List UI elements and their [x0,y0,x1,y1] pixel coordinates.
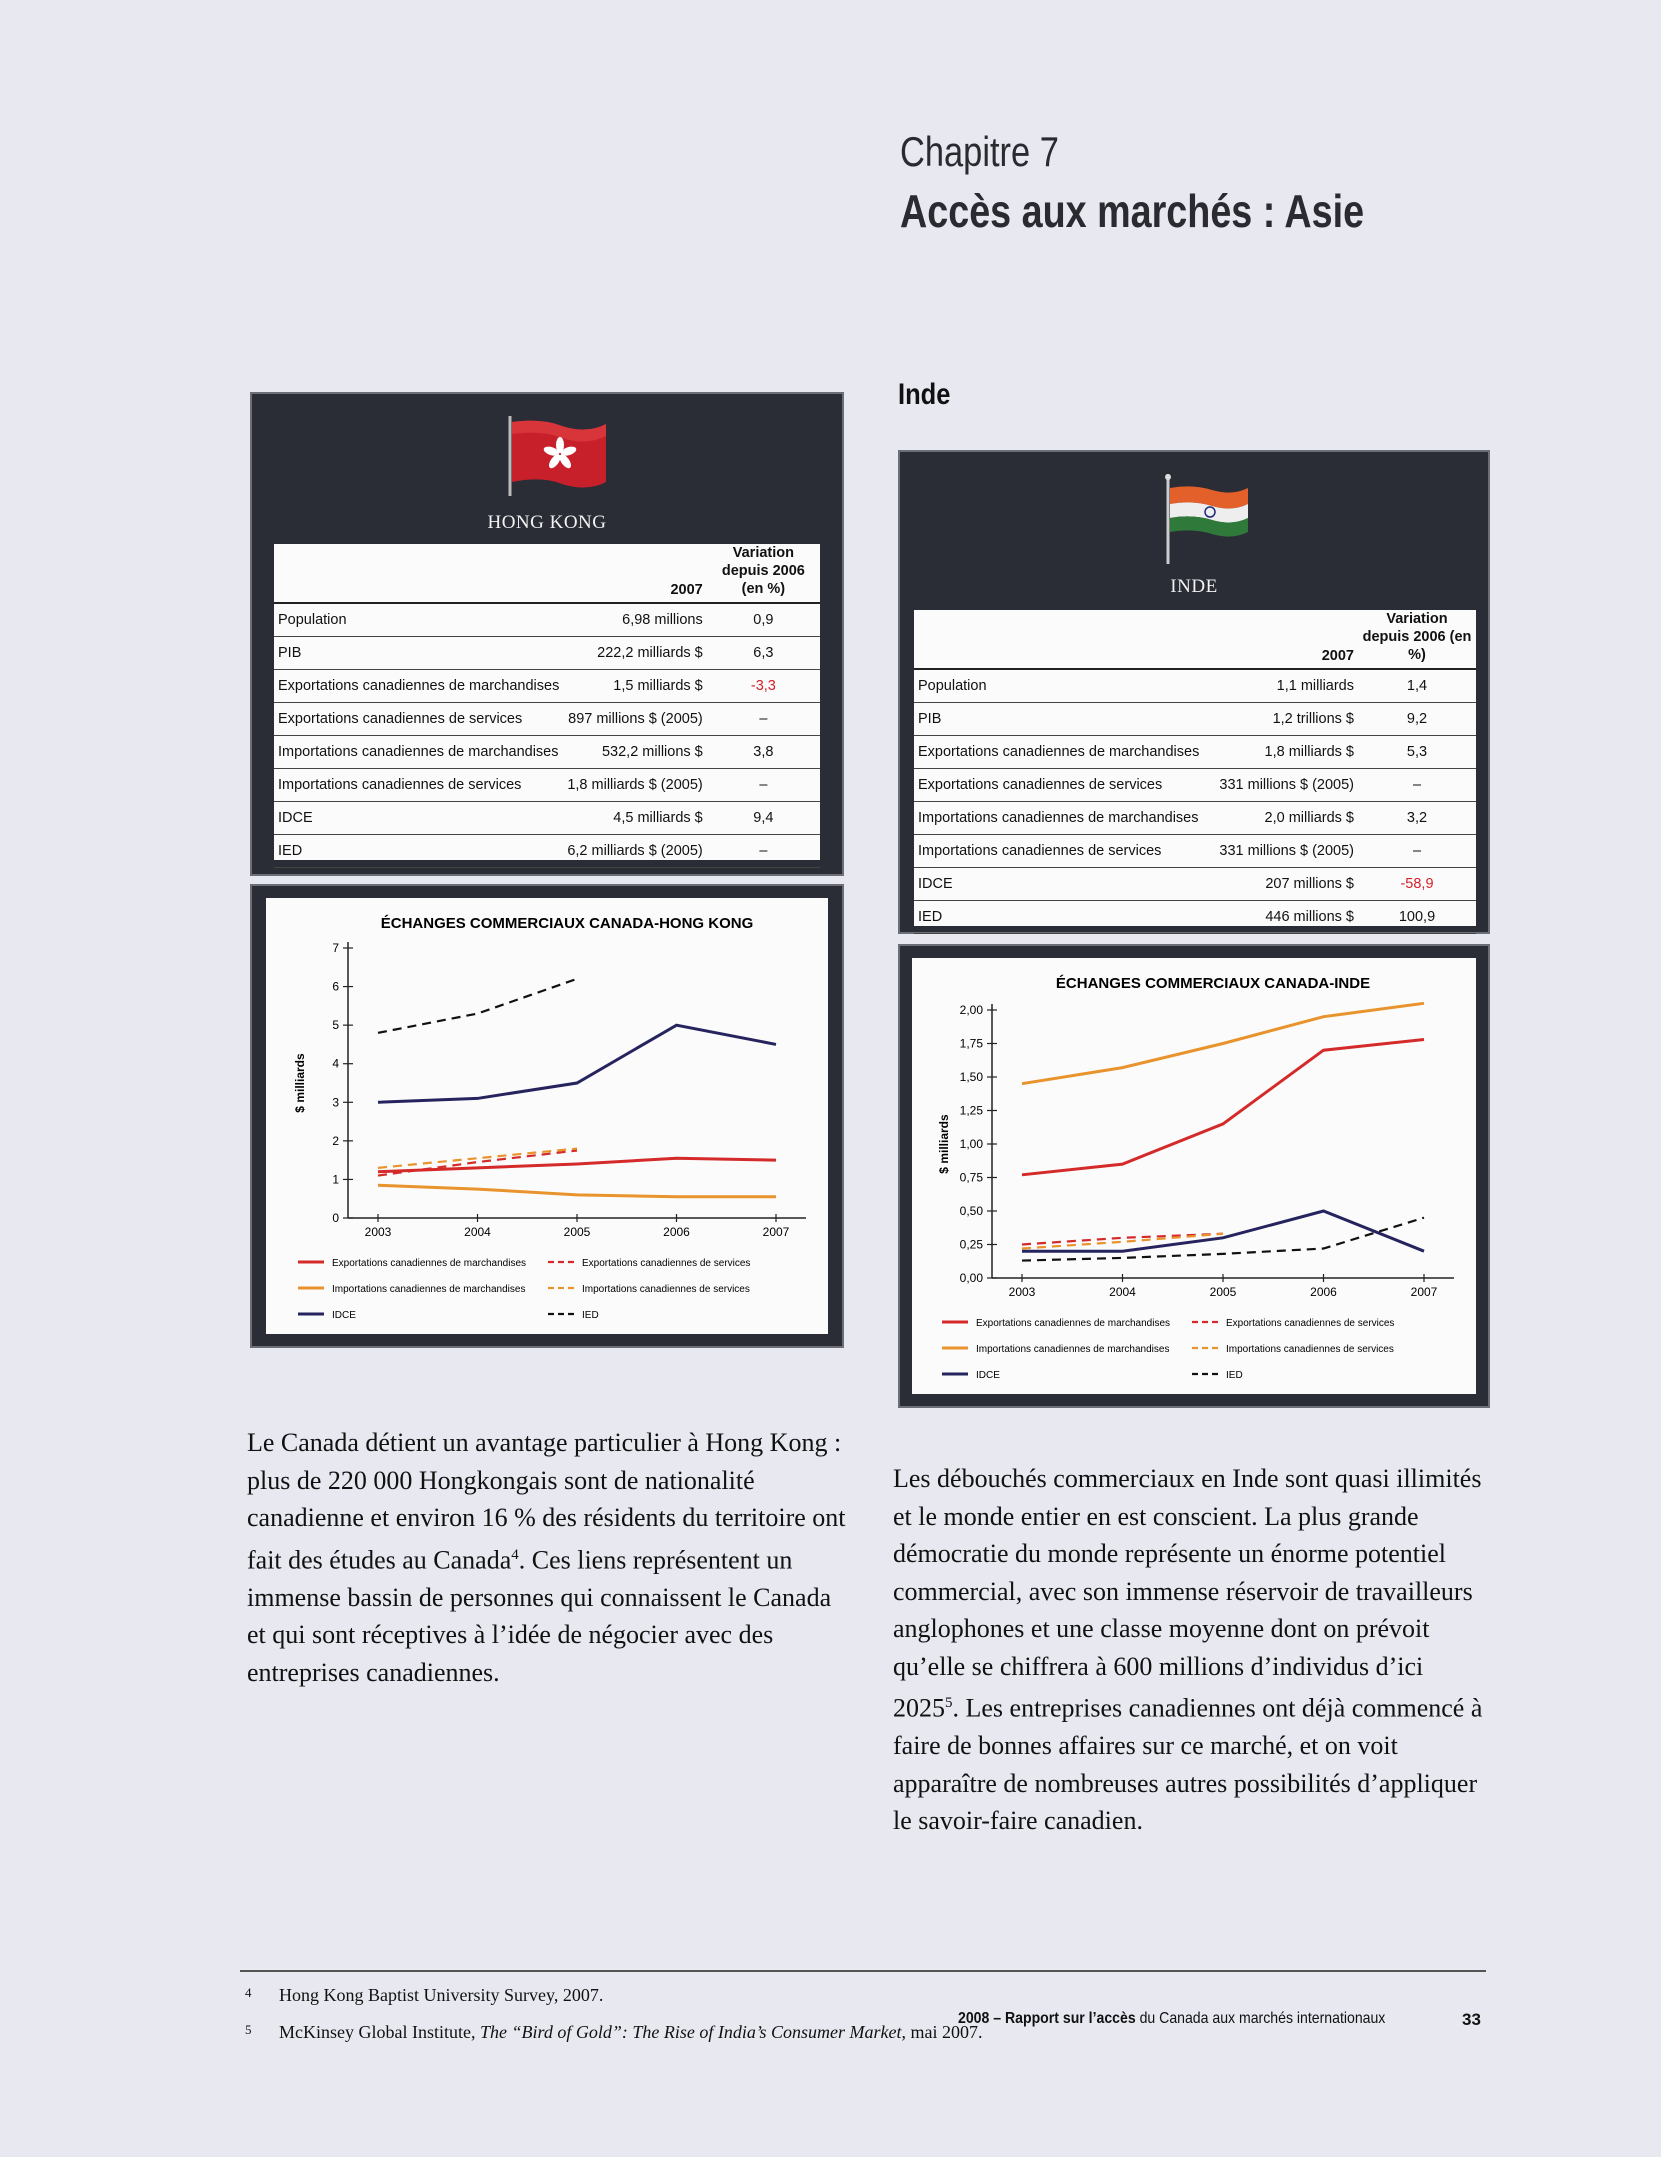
hk-paragraph-text: Le Canada détient un avantage particulier à Hong Kong : plus de 220 000 Hongkongais sont de nationalité canadienne et environ 16 % des résidents du territoire ont fait des études au Canada [247,1428,846,1575]
stat-value: 1,2 trillions $ [1211,703,1358,736]
stat-value: 207 millions $ [1211,868,1358,901]
hk-paragraph-text-end: . Ces liens représentent un immense bassin de personnes qui connaissent le Canada et qui sont réceptives à l’idée de négocier avec des entreprises canadiennes. [247,1545,832,1687]
stats-row [274,670,820,703]
x-tick-label: 2007 [762,1225,790,1239]
stat-value: 6,2 milliards $ (2005) [563,835,706,868]
stat-value: 1,5 milliards $ [563,670,706,703]
y-tick-label: 1,50 [959,1070,983,1084]
stats-row [914,868,1476,901]
stats-row [274,835,820,868]
stat-variation: 100,9 [1358,901,1476,934]
stat-variation: 1,4 [1358,669,1476,703]
x-tick-label: 2004 [1109,1285,1136,1299]
stat-value: 222,2 milliards $ [563,637,706,670]
stat-label: Exportations canadiennes de services [274,703,563,736]
footnote-4 [245,1985,603,2006]
stat-variation: 3,2 [1358,802,1476,835]
chart-title: ÉCHANGES COMMERCIAUX CANADA-HONG KONG [380,915,754,932]
stat-value: 1,8 milliards $ [1211,736,1358,769]
stats-row [914,703,1476,736]
india-paragraph-text: Les débouchés commerciaux en Inde sont quasi illimités et le monde entier en est conscient. La plus grande démocratie du monde représente un énorme potentiel commercial, avec son immense réservoir de travailleurs anglophones et une classe moyenne dont on prévoit qu’elle se chiffrera à 600 millions d’individus d’ici 2025 [893,1464,1482,1723]
series-line-4 [378,1025,776,1102]
x-tick-label: 2006 [1310,1285,1337,1299]
page-number: 33 [1462,2010,1481,2029]
india-stats-table [914,610,1476,926]
stat-label: IDCE [914,868,1211,901]
stats-row [274,603,820,637]
stat-value: 1,8 milliards $ (2005) [563,769,706,802]
stat-variation: 9,4 [707,802,820,835]
x-tick-label: 2004 [464,1225,491,1239]
y-tick-label: 1 [332,1172,339,1187]
y-tick-label: 1,75 [959,1036,983,1051]
series-line-2 [1022,1003,1424,1083]
stat-value: 2,0 milliards $ [1211,802,1358,835]
stat-variation: -58,9 [1358,868,1476,901]
x-tick-label: 2007 [1410,1285,1438,1299]
stat-value: 1,1 milliards [1211,669,1358,703]
stat-label: Importations canadiennes de marchandises [914,802,1211,835]
stats-row [274,802,820,835]
stat-value: 446 millions $ [1211,901,1358,934]
y-tick-label: 1,25 [959,1103,983,1118]
footnote-divider [240,1970,1486,1972]
hong-kong-flag-icon [502,416,612,501]
india-trade-chart [912,958,1476,1394]
hong-kong-stats-table [274,544,820,860]
india-paragraph [893,1460,1483,1840]
chapter-title: Accès aux marchés : Asie [900,185,1365,237]
footer-bold: 2008 – Rapport sur l’accès [958,2010,1136,2027]
stat-variation: – [707,769,820,802]
legend-label: Exportations canadiennes de services [1226,1318,1395,1329]
series-line-0 [378,1158,776,1172]
series-line-0 [1022,1039,1424,1174]
y-tick-label: 2,00 [959,1003,983,1017]
legend-label: Exportations canadiennes de marchandises [976,1318,1171,1329]
hong-kong-trade-chart [266,898,828,1334]
legend-label: IED [582,1310,599,1321]
hong-kong-stats-panel [250,392,844,876]
stats-row [914,901,1476,934]
hong-kong-paragraph [247,1424,847,1691]
series-line-1 [378,1151,577,1176]
india-col-year: 2007 [1211,610,1358,669]
stat-label: IED [914,901,1211,934]
stat-variation: -3,3 [707,670,820,703]
hk-col-year: 2007 [563,544,706,603]
stat-variation: 9,2 [1358,703,1476,736]
india-stats-panel [898,450,1490,934]
footnote-title: The “Bird of Gold”: The Rise of India’s Consumer Market [479,2022,902,2042]
hk-footnote-ref: 4 [511,1546,519,1563]
footnote-number: 4 [245,1985,252,2000]
y-axis-label: $ milliards [937,1114,951,1174]
footnote-text-end: , mai 2007. [901,2022,983,2042]
stat-value: 897 millions $ (2005) [563,703,706,736]
india-section-title: Inde [898,378,951,411]
footnote-5 [245,2022,982,2043]
stat-variation: 3,8 [707,736,820,769]
stat-value: 4,5 milliards $ [563,802,706,835]
y-axis-label: $ milliards [293,1053,307,1113]
y-tick-label: 0,75 [959,1170,983,1185]
x-tick-label: 2006 [663,1225,690,1239]
stat-variation: 0,9 [707,603,820,637]
series-line-2 [378,1185,776,1197]
stats-row [914,835,1476,868]
page-footer [958,2010,1385,2028]
legend-label: IED [1226,1370,1243,1381]
legend-label: IDCE [976,1370,1000,1381]
x-tick-label: 2005 [1209,1285,1237,1299]
stats-row [914,769,1476,802]
y-tick-label: 2 [332,1133,339,1148]
hong-kong-chart-panel [250,884,844,1348]
y-tick-label: 0,50 [959,1204,983,1218]
y-tick-label: 4 [332,1056,339,1071]
legend-label: Exportations canadiennes de marchandises [332,1258,527,1269]
footnote-text: McKinsey Global Institute, [279,2022,480,2042]
india-name: INDE [1170,576,1218,597]
legend-label: Exportations canadiennes de services [582,1258,751,1269]
stat-label: IED [274,835,563,868]
footnote-text: Hong Kong Baptist University Survey, 2007. [279,1985,604,2005]
hong-kong-name: HONG KONG [487,512,607,533]
y-tick-label: 6 [332,979,339,994]
legend-label: Importations canadiennes de services [582,1284,750,1295]
stat-variation: 6,3 [707,637,820,670]
chart-title: ÉCHANGES COMMERCIAUX CANADA-INDE [1055,975,1371,992]
y-tick-label: 7 [332,941,339,955]
stat-label: Exportations canadiennes de marchandises [914,736,1211,769]
india-paragraph-text-end: . Les entreprises canadiennes ont déjà commencé à faire de bonnes affaires sur ce marché, et on voit apparaître de nombreuses autres possibilités d’appliquer le savoir-faire canadien. [893,1693,1483,1836]
footnote-number: 5 [245,2022,252,2037]
stat-label: Importations canadiennes de marchandises [274,736,563,769]
hk-col-variation: Variation depuis 2006 (en %) [707,544,820,603]
stats-row [274,637,820,670]
stat-label: Population [274,603,563,637]
india-chart-panel [898,944,1490,1408]
y-tick-label: 5 [332,1018,339,1033]
stat-label: Exportations canadiennes de services [914,769,1211,802]
chapter-number: Chapitre 7 [900,128,1059,175]
stat-value: 331 millions $ (2005) [1211,835,1358,868]
stat-label: PIB [914,703,1211,736]
stat-label: Importations canadiennes de services [914,835,1211,868]
india-footnote-ref: 5 [945,1695,953,1711]
footer-light: du Canada aux marchés internationaux [1135,2010,1386,2027]
stat-label: Population [914,669,1211,703]
stats-row [274,769,820,802]
y-tick-label: 0,00 [959,1271,983,1285]
stat-value: 331 millions $ (2005) [1211,769,1358,802]
stat-variation: 5,3 [1358,736,1476,769]
stats-row [914,669,1476,703]
stats-row [274,703,820,736]
stat-variation: – [707,835,820,868]
series-line-5 [378,979,577,1033]
stat-label: Exportations canadiennes de marchandises [274,670,563,703]
stats-row [914,802,1476,835]
legend-label: Importations canadiennes de services [1226,1344,1394,1355]
stat-value: 532,2 millions $ [563,736,706,769]
stat-label: IDCE [274,802,563,835]
stat-variation: – [1358,835,1476,868]
y-tick-label: 1,00 [959,1137,983,1151]
stats-row [914,736,1476,769]
stat-variation: – [707,703,820,736]
legend-label: Importations canadiennes de marchandises [976,1344,1170,1355]
y-tick-label: 0 [332,1211,339,1225]
x-tick-label: 2003 [1008,1285,1036,1299]
india-flag-icon [1162,474,1252,569]
y-tick-label: 0,25 [959,1237,983,1252]
stat-variation: – [1358,769,1476,802]
x-tick-label: 2005 [563,1225,591,1239]
stat-label: Importations canadiennes de services [274,769,563,802]
stats-row [274,736,820,769]
stat-value: 6,98 millions [563,603,706,637]
india-col-variation: Variation depuis 2006 (en %) [1358,610,1476,669]
legend-label: IDCE [332,1310,356,1321]
y-tick-label: 3 [332,1095,339,1110]
stat-label: PIB [274,637,563,670]
legend-label: Importations canadiennes de marchandises [332,1284,526,1295]
x-tick-label: 2003 [364,1225,392,1239]
